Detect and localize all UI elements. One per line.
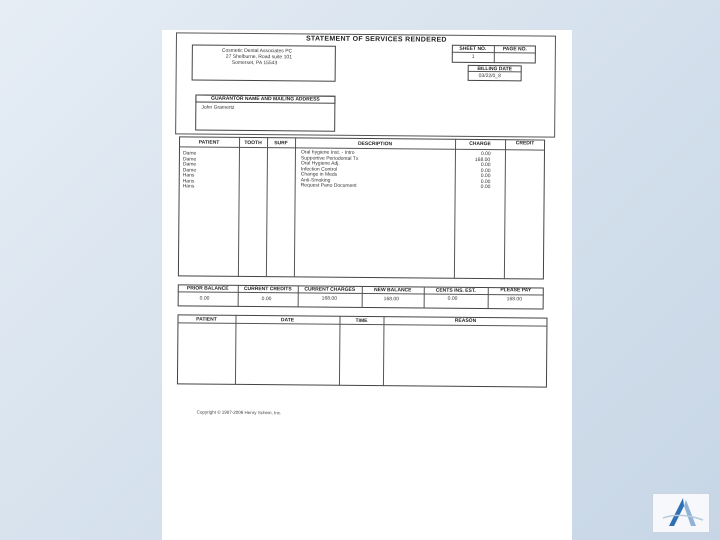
scanned-page: [162, 30, 572, 540]
sheet-no-value: 1: [471, 53, 475, 60]
sheet-no-label: SHEET NO.: [459, 45, 487, 53]
row-description: Change in Meds: [300, 171, 338, 178]
guarantor-label: GUARANTOR NAME AND MAILING ADDRESS: [211, 95, 320, 103]
current-credits-label: CURRENT CREDITS: [243, 285, 292, 293]
row-patient: Hans: [182, 177, 195, 185]
appt-reason-header: REASON: [454, 317, 477, 324]
appt-time-header: TIME: [355, 317, 368, 325]
current-charges-value: 168.00: [321, 295, 338, 302]
guarantor-name: John Gramertz: [201, 104, 235, 111]
row-charge: 0.00: [480, 173, 491, 180]
row-description: Oral hygiene Inst. - Intro: [300, 149, 355, 156]
provider-line-3: Somerset, PA 15543: [231, 59, 278, 67]
logo-mark-icon: [653, 494, 709, 532]
provider-line-1: Cosmetic Dental Associates PC: [221, 47, 293, 55]
current-charges-label: CURRENT CHARGES: [304, 286, 356, 293]
row-description: Request Pano Document: [300, 182, 357, 189]
row-description: Supportive Periodontal Tx: [300, 154, 359, 162]
row-description: Anti-Smoking: [300, 176, 331, 184]
row-charge: 0.00: [480, 162, 491, 169]
prior-balance-value: 0.00: [199, 295, 210, 302]
row-charge: 0.00: [480, 151, 491, 158]
row-patient: Dame: [182, 155, 197, 163]
cents-ins-est-label: CENTS INS. EST.: [435, 287, 476, 294]
page-no-label: PAGE NO.: [502, 46, 527, 53]
current-credits-value: 0.00: [261, 296, 272, 303]
row-charge: 0.00: [480, 184, 491, 191]
please-pay-label: PLEASE PAY: [500, 287, 532, 294]
new-balance-value: 168.00: [383, 296, 400, 303]
row-description: Oral Hygiene Adj.: [300, 160, 340, 167]
statement-title: STATEMENT OF SERVICES RENDERED: [305, 35, 447, 44]
row-patient: Dame: [182, 161, 197, 168]
col-tooth-header: TOOTH: [244, 139, 262, 147]
please-pay-value: 168.00: [506, 296, 523, 303]
col-credit-header: CREDIT: [515, 140, 535, 147]
billing-date-label: BILLING DATE: [477, 65, 513, 73]
billing-date-value: 03/22/0_8: [478, 72, 501, 80]
col-description-header: DESCRIPTION: [357, 140, 393, 148]
company-logo: [652, 493, 710, 533]
statement-document: [173, 32, 556, 416]
cents-ins-est-value: 0.00: [447, 295, 458, 302]
col-charge-header: CHARGE: [469, 140, 491, 148]
new-balance-label: NEW BALANCE: [373, 287, 412, 294]
row-description: Infection Control: [300, 165, 338, 173]
row-charge: 0.00: [480, 178, 491, 185]
provider-line-2: 27 Shelburne, Road suite 101: [225, 53, 292, 61]
row-patient: Hans: [182, 172, 195, 179]
col-surf-header: SURF: [274, 140, 288, 147]
row-patient: Dame: [182, 166, 197, 174]
appt-date-header: DATE: [280, 317, 295, 324]
row-patient: Hans: [182, 183, 195, 190]
row-patient: Dame: [182, 150, 197, 157]
row-charge: 0.00: [480, 167, 491, 174]
col-patient-header: PATIENT: [198, 139, 220, 146]
row-charge: 168.00: [474, 156, 491, 163]
prior-balance-label: PRIOR BALANCE: [186, 285, 229, 292]
copyright-notice: Copyright © 1987-2006 Henry Schein, Inc.: [196, 409, 282, 416]
appt-patient-header: PATIENT: [196, 316, 217, 323]
